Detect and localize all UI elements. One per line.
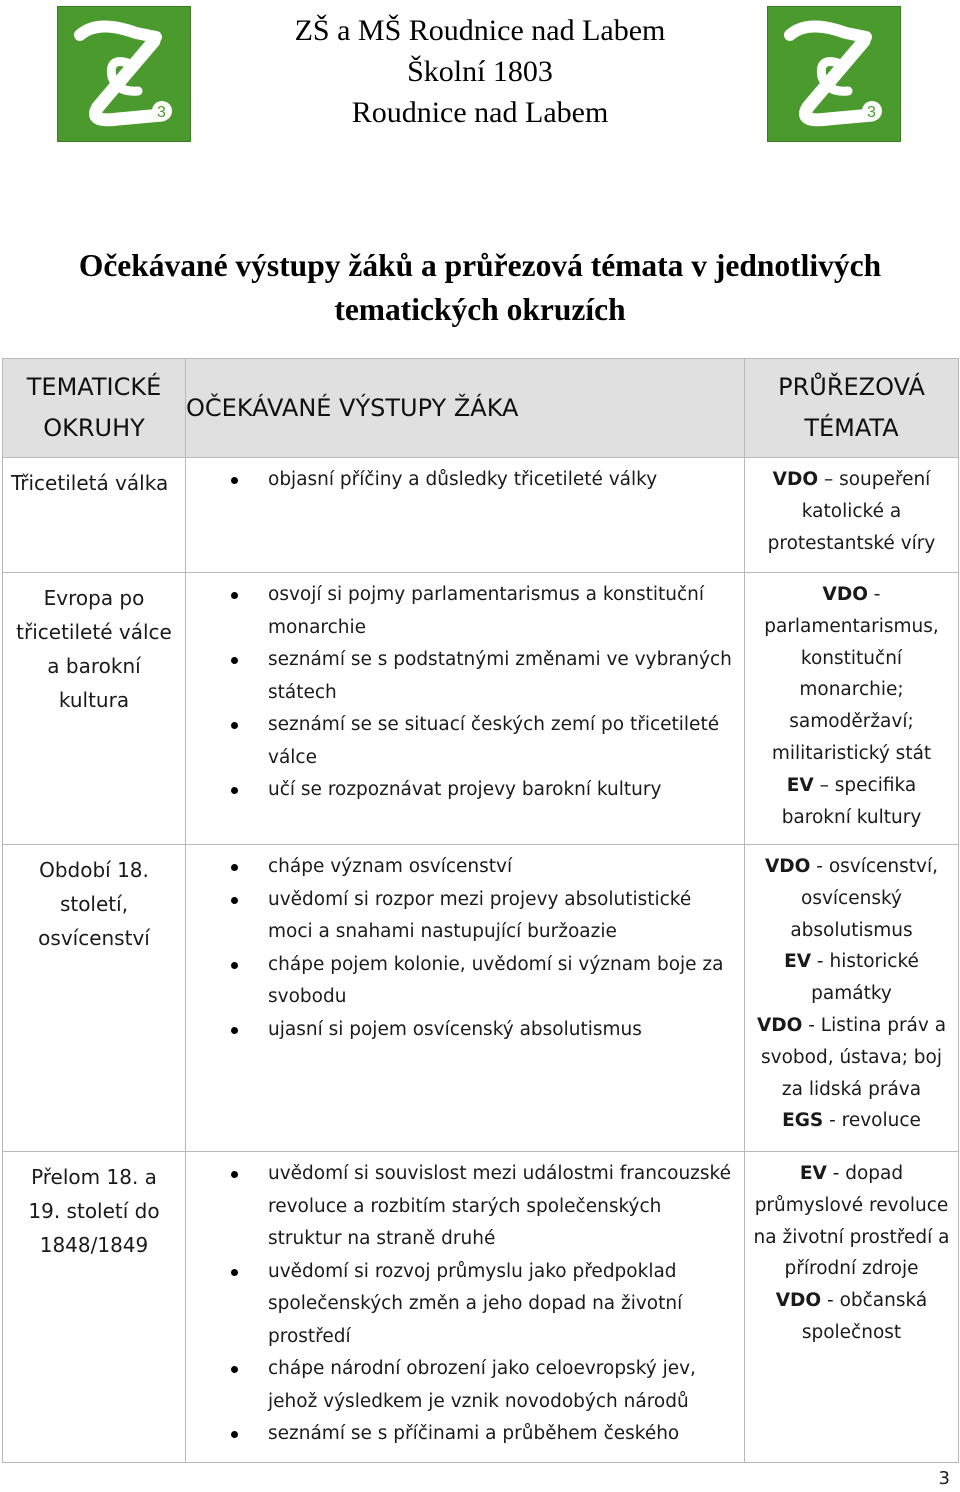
topic-text: třicetileté válce <box>16 620 172 644</box>
theme-abbr: VDO <box>756 1014 803 1036</box>
theme-abbr: EGS <box>782 1110 824 1132</box>
theme-item <box>753 1010 950 1105</box>
topic-text: Období 18. <box>39 858 149 882</box>
outcomes-list <box>186 1152 744 1451</box>
theme-item <box>753 770 950 834</box>
list-item: seznámí se s podstatnými změnami ve vybraných státech <box>186 644 744 709</box>
theme-text: – soupeření katolické a protestantské víry <box>767 469 936 554</box>
logo-number: 3 <box>867 104 876 121</box>
outcomes-list <box>186 458 744 497</box>
theme-item <box>753 946 950 1010</box>
header-text: PRŮŘEZOVÁ <box>778 373 925 401</box>
list-item: uvědomí si rozvoj průmyslu jako předpoklad společenských změn a jeho dopad na životní prostředí <box>186 1256 744 1354</box>
outcomes-list <box>186 845 744 1046</box>
page-number: 3 <box>938 1468 950 1489</box>
theme-text: – specifika barokní kultury <box>781 774 922 828</box>
theme-abbr: VDO <box>772 469 819 490</box>
list-item: uvědomí si souvislost mezi událostmi francouzské revoluce a rozbitím starých společenských struktur na straně druhé <box>186 1158 744 1256</box>
outcomes-cell <box>186 845 745 1152</box>
list-item: ujasní si pojem osvícenský absolutismus <box>186 1014 744 1047</box>
theme-abbr: EV <box>799 1163 827 1184</box>
topic-cell <box>3 845 186 1152</box>
theme-text: - historické památky <box>811 951 919 1005</box>
theme-text: - dopad průmyslové revoluce na životní prostředí a přírodní zdroje <box>753 1163 950 1280</box>
header-outcomes: OČEKÁVANÉ VÝSTUPY ŽÁKA <box>186 359 745 458</box>
topic-text: a barokní <box>47 654 141 678</box>
topic-text: Přelom 18. a <box>31 1165 157 1189</box>
table-row <box>3 573 959 845</box>
theme-item <box>753 579 950 770</box>
themes-cell <box>745 573 959 845</box>
themes-cell <box>745 1152 959 1463</box>
topic-cell <box>3 1152 186 1463</box>
theme-abbr: VDO <box>775 1290 822 1312</box>
outcomes-cell <box>186 1152 745 1463</box>
school-logo-icon <box>58 7 190 141</box>
school-logo-left <box>57 6 191 142</box>
header-topics <box>3 359 186 458</box>
logo-number: 3 <box>157 104 166 121</box>
table-row <box>3 845 959 1152</box>
table-row <box>3 458 959 573</box>
theme-item <box>753 1285 950 1349</box>
school-street: Školní 1803 <box>407 55 553 88</box>
topic-cell <box>3 573 186 845</box>
themes-cell <box>745 458 959 573</box>
list-item: uvědomí si rozpor mezi projevy absolutistické moci a snahami nastupující buržoazie <box>186 884 744 949</box>
outcomes-cell <box>186 573 745 845</box>
list-item: chápe význam osvícenství <box>186 851 744 884</box>
header-text: OKRUHY <box>43 414 145 442</box>
theme-abbr: EV <box>786 774 814 796</box>
table-row <box>3 1152 959 1463</box>
theme-item <box>753 1105 950 1137</box>
theme-item <box>768 469 936 554</box>
list-item: osvojí si pojmy parlamentarismus a konstituční monarchie <box>186 579 744 644</box>
topic-text: 19. století do <box>28 1199 160 1223</box>
table-header-row <box>3 359 959 458</box>
topic-text: Evropa po <box>43 586 145 610</box>
header-text: TÉMATA <box>804 414 899 442</box>
outcomes-cell <box>186 458 745 573</box>
theme-item <box>753 851 950 946</box>
header-text: TEMATICKÉ <box>26 373 162 401</box>
list-item: učí se rozpoznávat projevy barokní kultury <box>186 774 744 807</box>
list-item: seznámí se s příčinami a průběhem českého <box>186 1418 744 1451</box>
school-logo-right <box>767 6 901 142</box>
theme-abbr: VDO <box>764 856 811 877</box>
school-name: ZŠ a MŠ Roudnice nad Labem <box>294 14 666 47</box>
outcomes-list <box>186 573 744 807</box>
theme-text: - revoluce <box>823 1110 921 1132</box>
topic-text: Třicetiletá válka <box>11 471 169 495</box>
curriculum-table <box>2 358 959 1463</box>
theme-abbr: VDO <box>822 584 868 605</box>
topic-text: osvícenství <box>38 926 150 950</box>
theme-text: - parlamentarismus, konstituční monarchie; samoděržaví; militaristický stát <box>764 584 939 764</box>
school-logo-icon <box>768 7 900 141</box>
themes-cell <box>745 845 959 1152</box>
theme-item <box>753 1158 950 1285</box>
theme-text: - osvícenství, osvícenský absolutismus <box>790 856 939 941</box>
school-city: Roudnice nad Labem <box>351 96 609 129</box>
document-title-line: tematických okruzích <box>334 292 626 327</box>
list-item: chápe národní obrození jako celoevropský jev, jehož výsledkem je vznik novodobých národů <box>186 1353 744 1418</box>
topic-text: století, <box>59 892 129 916</box>
document-title <box>0 244 960 332</box>
list-item: objasní příčiny a důsledky třicetileté války <box>186 464 744 497</box>
theme-text: - občanská společnost <box>801 1290 928 1343</box>
list-item: seznámí se se situací českých zemí po třicetileté válce <box>186 709 744 774</box>
list-item: chápe pojem kolonie, uvědomí si význam boje za svobodu <box>186 949 744 1014</box>
topic-text: 1848/1849 <box>39 1233 149 1257</box>
topic-text: kultura <box>58 688 130 712</box>
theme-abbr: EV <box>784 951 812 973</box>
school-address <box>200 10 760 133</box>
topic-cell <box>3 458 186 573</box>
document-title-line: Očekávané výstupy žáků a průřezová témata v jednotlivých <box>78 248 882 283</box>
header-themes <box>745 359 959 458</box>
theme-text: - Listina práv a svobod, ústava; boj za lidská práva <box>760 1014 947 1100</box>
